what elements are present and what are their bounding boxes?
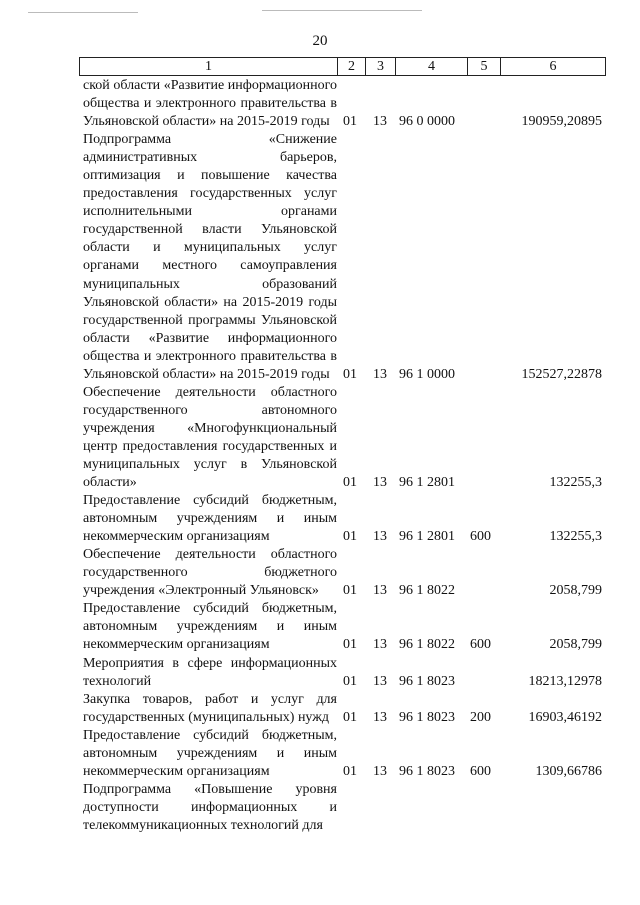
scan-artifact-line	[262, 10, 422, 11]
row-subsection: 13	[373, 709, 387, 725]
row-description: Предоставление субсидий бюджетным, автономным учреждениям и иным некоммерческим организациям	[83, 493, 337, 545]
row-expense-type: 600	[470, 637, 491, 653]
row-subsection: 13	[373, 583, 387, 599]
table-row	[0, 384, 640, 492]
table-row	[0, 600, 640, 654]
budget-table	[0, 77, 640, 835]
row-amount: 132255,3	[549, 529, 602, 545]
row-amount: 2058,799	[549, 637, 602, 653]
row-amount: 2058,799	[549, 583, 602, 599]
row-amount: 1309,66786	[535, 763, 602, 779]
row-target-code: 96 1 8022	[399, 637, 455, 653]
page-number: 20	[312, 33, 328, 49]
row-section: 01	[343, 673, 357, 689]
row-description: Закупка товаров, работ и услуг для государственных (муниципальных) нужд	[83, 691, 337, 725]
row-amount: 18213,12978	[528, 673, 602, 689]
row-target-code: 96 1 2801	[399, 475, 455, 491]
row-subsection: 13	[373, 673, 387, 689]
row-section: 01	[343, 114, 357, 130]
row-expense-type: 600	[470, 529, 491, 545]
row-subsection: 13	[373, 529, 387, 545]
row-description: Предоставление субсидий бюджетным, автономным учреждениям и иным некоммерческим организациям	[83, 601, 337, 653]
row-section: 01	[343, 366, 357, 382]
row-section: 01	[343, 763, 357, 779]
row-section: 01	[343, 583, 357, 599]
table-row	[0, 131, 640, 384]
row-subsection: 13	[373, 366, 387, 382]
table-row	[0, 781, 640, 835]
row-expense-type: 200	[470, 709, 491, 725]
row-subsection: 13	[373, 637, 387, 653]
header-col-3: 3	[366, 58, 396, 75]
row-description: Подпрограмма «Повышение уровня доступности информационных и телекоммуникационных технологий для	[83, 781, 337, 833]
row-target-code: 96 1 8023	[399, 673, 455, 689]
row-section: 01	[343, 709, 357, 725]
table-header	[79, 57, 606, 76]
row-section: 01	[343, 529, 357, 545]
row-amount: 190959,20895	[521, 114, 602, 130]
row-target-code: 96 1 8023	[399, 763, 455, 779]
row-description: Мероприятия в сфере информационных технологий	[83, 655, 337, 689]
table-row	[0, 77, 640, 131]
row-description: ской области «Развитие информационного общества и электронного правительства в Ульяновской области» на 2015-2019 годы	[83, 78, 337, 130]
header-col-1: 1	[80, 58, 338, 75]
table-row	[0, 492, 640, 546]
header-col-6: 6	[549, 59, 557, 74]
row-subsection: 13	[373, 763, 387, 779]
row-description: Предоставление субсидий бюджетным, автономным учреждениям и иным некоммерческим организациям	[83, 727, 337, 779]
row-target-code: 96 1 0000	[399, 366, 455, 382]
header-col-2: 2	[338, 58, 366, 75]
scan-artifact-line	[28, 12, 138, 13]
table-row	[0, 727, 640, 781]
row-target-code: 96 0 0000	[399, 114, 455, 130]
header-col-5: 5	[468, 58, 501, 75]
row-description: Обеспечение деятельности областного государственного автономного учреждения «Многофункциональный центр предоставления государственных и муниципальных услуг в Ульяновской области»	[83, 384, 337, 491]
row-description: Обеспечение деятельности областного государственного бюджетного учреждения «Электронный Ульяновск»	[83, 547, 337, 599]
row-target-code: 96 1 8022	[399, 583, 455, 599]
row-description: Подпрограмма «Снижение административных барьеров, оптимизация и повышение качества предоставления государственных услуг исполнительными органами государственной власти Ульяновской области и муниципальных услуг органами местного самоуправления муниципальных образований Ульяновской области» на 2015-2019 годы государственной программы Ульяновской области «Развитие информационного общества и электронного правительства в Ульяновской области» на 2015-2019 годы	[83, 132, 337, 382]
row-subsection: 13	[373, 114, 387, 130]
row-target-code: 96 1 8023	[399, 709, 455, 725]
row-amount: 16903,46192	[528, 709, 602, 725]
table-row	[0, 546, 640, 600]
row-amount: 132255,3	[549, 475, 602, 491]
row-section: 01	[343, 475, 357, 491]
row-target-code: 96 1 2801	[399, 529, 455, 545]
table-row	[0, 691, 640, 727]
table-row	[0, 655, 640, 691]
header-col-4: 4	[396, 58, 468, 75]
row-section: 01	[343, 637, 357, 653]
row-expense-type: 600	[470, 763, 491, 779]
row-amount: 152527,22878	[521, 366, 602, 382]
row-subsection: 13	[373, 475, 387, 491]
